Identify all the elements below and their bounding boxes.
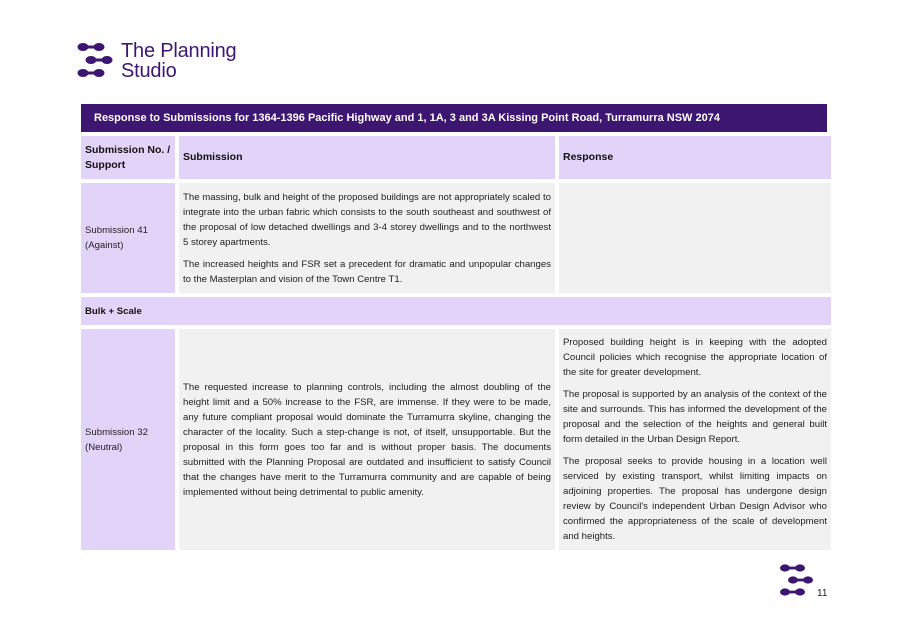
footer-logo-icon bbox=[779, 563, 817, 599]
planning-studio-logo-icon bbox=[77, 41, 113, 79]
header-submission-no: Submission No. / Support bbox=[81, 136, 175, 179]
submission-label bbox=[81, 329, 175, 550]
submission-number: Submission 41 bbox=[85, 225, 148, 236]
brand-name bbox=[121, 41, 236, 81]
section-title: Bulk + Scale bbox=[81, 297, 831, 325]
brand-name-line1: The Planning bbox=[121, 40, 237, 62]
response-paragraph: The proposal seeks to provide housing in a location well serviced by existing transport, whilst limiting impacts on adjoining properties. The proposal has undergone design review by Council's independent Urban Design Advisor who confirmed the appropriateness of the scale of development and heights. bbox=[563, 456, 827, 542]
response-paragraph: The proposal is supported by an analysis of the context of the site and surrounds. This has informed the development of the proposal and the selection of the heights and general built form detailed in the Urban Design Report. bbox=[563, 389, 827, 445]
submission-number: Submission 32 bbox=[85, 426, 148, 438]
submission-stance: (Neutral) bbox=[85, 441, 123, 453]
submission-paragraph: The increased heights and FSR set a precedent for dramatic and unpopular changes to the Masterplan and vision of the Town Centre T1. bbox=[183, 258, 551, 285]
submission-text bbox=[179, 329, 555, 550]
brand-logo bbox=[77, 41, 236, 81]
submission-paragraph: The massing, bulk and height of the proposed buildings are not appropriately scaled to integrate into the urban fabric which consists to the south southeast and southwest of the proposal of low detached dwellings and 3-4 storey dwellings and to the northwest 5 storey apartments. bbox=[183, 191, 551, 248]
brand-name-line2: Studio bbox=[121, 60, 177, 82]
response-text bbox=[559, 329, 831, 550]
submission-label bbox=[81, 183, 175, 293]
header-response: Response bbox=[559, 136, 831, 179]
response-paragraph: Proposed building height is in keeping with the adopted Council policies which recognise the appropriate location of the site for greater development. bbox=[563, 337, 827, 378]
submissions-table bbox=[81, 104, 827, 554]
header-submission: Submission bbox=[179, 136, 555, 179]
section-row bbox=[81, 297, 831, 325]
table-header-row bbox=[81, 136, 831, 179]
submission-text bbox=[179, 183, 555, 293]
page-number: 11 bbox=[817, 588, 828, 599]
response-text bbox=[559, 183, 831, 293]
table-title: Response to Submissions for 1364-1396 Pacific Highway and 1, 1A, 3 and 3A Kissing Point Road, Turramurra NSW 2074 bbox=[81, 104, 827, 132]
submission-stance: (Against) bbox=[85, 240, 124, 251]
table-row bbox=[81, 329, 831, 550]
table-row bbox=[81, 183, 831, 293]
submission-paragraph: The requested increase to planning controls, including the almost doubling of the height limit and a 50% increase to the FSR, are immense. If they were to be made, any future compliant proposal would dominate the Turramurra skyline, changing the character of the locality. Such a step-change is not, of itself, unsupportable. But the proposal in this form goes too far and is without proper basis. The documents submitted with the Planning Proposal are outdated and insufficient to satisfy Council that the changes have merit to the Turramurra community and are capable of being implemented without being detrimental to public amenity. bbox=[183, 381, 551, 498]
